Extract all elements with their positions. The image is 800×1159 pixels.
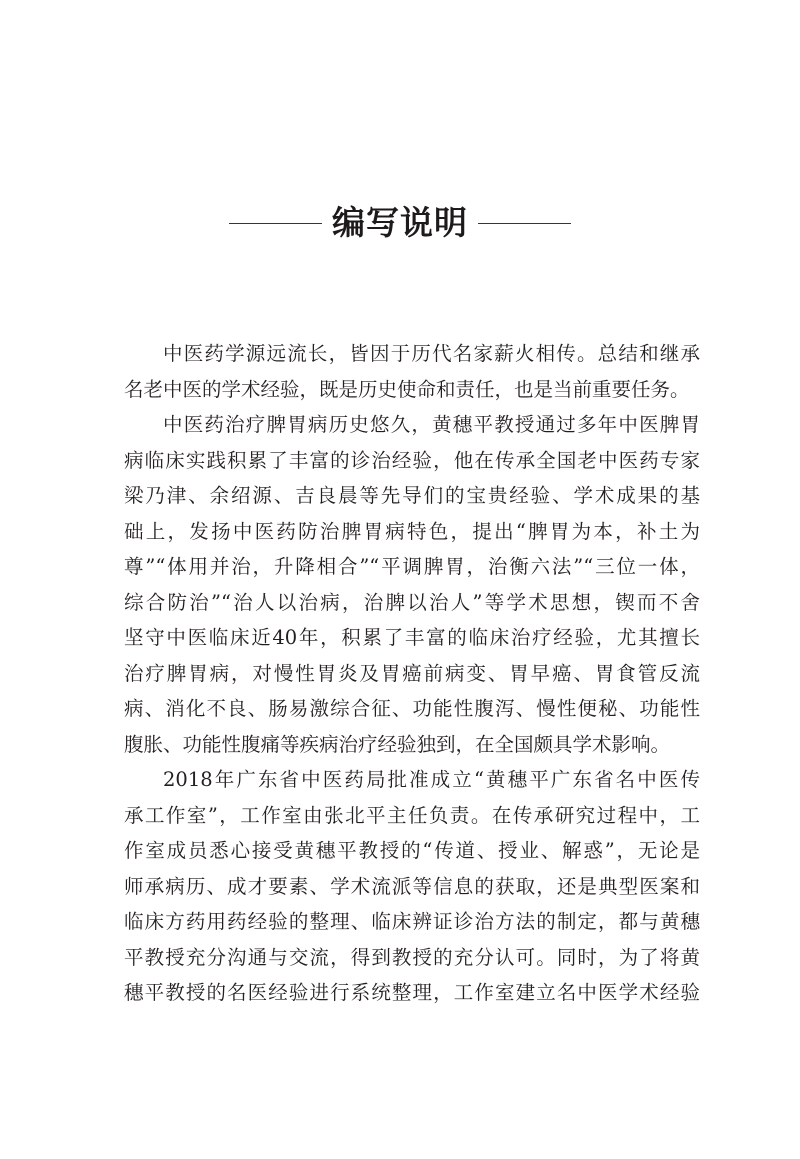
text-line: 中医药治疗脾胃病历史悠久，黄穗平教授通过多年中医脾胃 xyxy=(163,413,700,436)
text-line: 穗平教授的名医经验进行系统整理，工作室建立名中医学术经验 xyxy=(124,981,700,1004)
text-line: 临床方药用药经验的整理、临床辨证诊治方法的制定，都与黄穗 xyxy=(124,910,700,933)
text-line: 病临床实践积累了丰富的诊治经验，他在传承全国老中医药专家 xyxy=(124,448,700,472)
text-line: 治疗脾胃病，对慢性胃炎及胃癌前病变、胃早癌、胃食管反流 xyxy=(124,661,700,685)
text-line: 尊”“体用并治，升降相合”“平调脾胃，治衡六法”“三位一体， xyxy=(124,555,700,578)
text-line: 坚守中医临床近40年，积累了丰富的临床治疗经验，尤其擅长 xyxy=(124,626,700,649)
title-row xyxy=(0,198,800,248)
text-line: 承工作室”，工作室由张北平主任负责。在传承研究过程中，工 xyxy=(124,803,700,827)
text-line: 2018年广东省中医药局批准成立“黄穗平广东省名中医传 xyxy=(163,768,700,791)
text-line: 中医药学源远流长，皆因于历代名家薪火相传。总结和继承 xyxy=(163,342,700,365)
page-title: 编写说明 xyxy=(332,203,468,242)
text-line: 师承病历、成才要素、学术流派等信息的获取，还是典型医案和 xyxy=(124,874,700,898)
text-line: 名老中医的学术经验，既是历史使命和责任，也是当前重要任务。 xyxy=(124,377,690,401)
body-text xyxy=(124,336,700,1011)
title-rule-right xyxy=(478,223,571,224)
text-line: 综合防治”“治人以治病，治脾以治人”等学术思想，锲而不舍 xyxy=(124,590,700,614)
text-line: 作室成员悉心接受黄穗平教授的“传道、授业、解惑”，无论是 xyxy=(124,839,700,862)
text-line: 病、消化不良、肠易激综合征、功能性腹泻、慢性便秘、功能性 xyxy=(124,697,700,720)
text-line: 础上，发扬中医药防治脾胃病特色，提出“脾胃为本，补土为 xyxy=(124,519,700,543)
title-rule-left xyxy=(229,223,322,224)
text-line: 梁乃津、余绍源、吉良晨等先导们的宝贵经验、学术成果的基 xyxy=(124,484,700,507)
text-line: 平教授充分沟通与交流，得到教授的充分认可。同时，为了将黄 xyxy=(124,945,700,969)
text-line: 腹胀、功能性腹痛等疾病治疗经验独到，在全国颇具学术影响。 xyxy=(124,732,671,756)
